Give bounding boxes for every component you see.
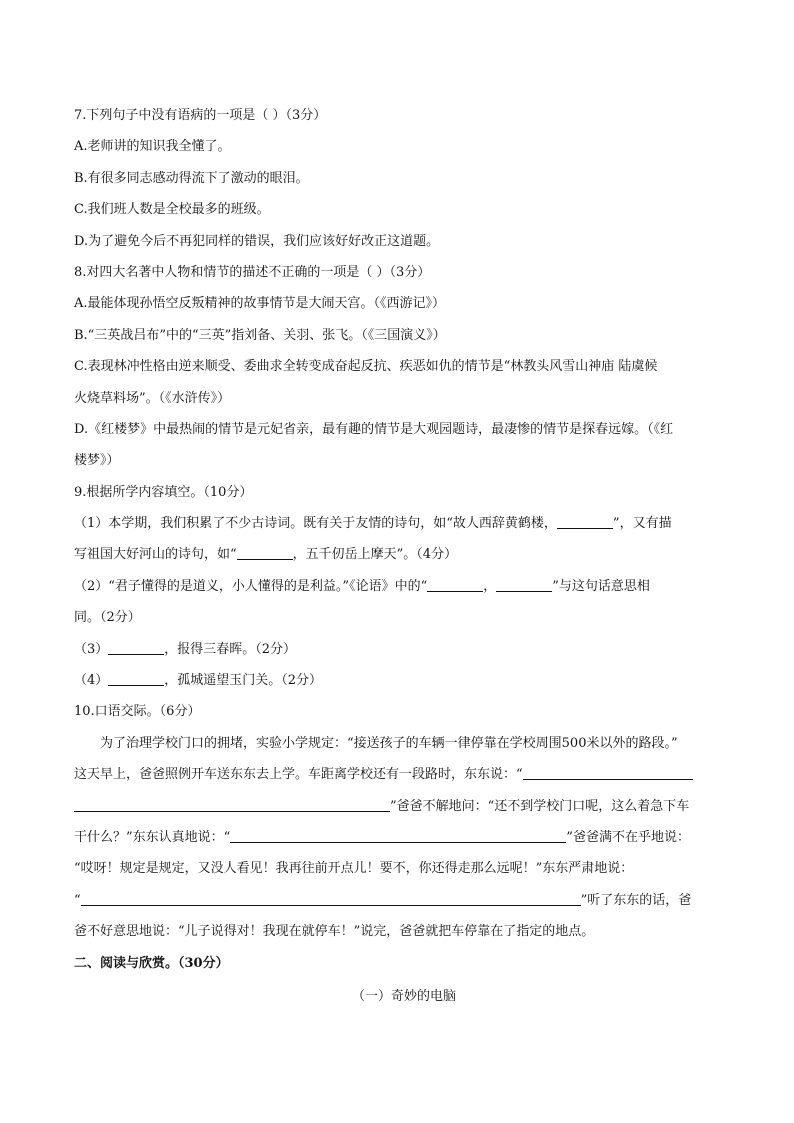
q7-stem: 7.下列句子中没有语病的一项是（ ）（3分） [74,108,327,123]
q8-option-c-line2: 火烧草料场”。（《水浒传》） [74,390,231,406]
q9-part1-text-a: （1）本学期，我们积累了不少古诗词。既有关于友情的诗句，如“故人西辞黄鹤楼， [74,516,557,532]
q9-part2-text-c: ”与这句话意思相 [552,578,650,594]
fill-blank[interactable] [237,545,293,560]
q10-text-l6b: ”听了东东的话，爸 [580,892,692,908]
q7-option-b: B.有很多同志感动得流下了激动的眼泪。 [74,170,309,186]
q9-part1-text-c: 写祖国大好河山的诗句，如“ [74,547,237,563]
q10-para-line6 [74,885,734,916]
fill-blank[interactable] [108,671,164,686]
q9-part2-text-a: （2）“君子懂得的是道义，小人懂得的是利益。”《论语》中的“ [74,578,428,594]
q9-part1-line1 [74,508,734,539]
q10-para-line3 [74,791,734,822]
q9-part4-text-a: （4） [74,673,109,689]
q10-stem: 10.口语交际。（6分） [74,704,201,720]
q8-option-a: A.最能体现孙悟空反叛精神的故事情节是大闹天宫。（《西游记》） [74,296,446,312]
q10-para-line1: 为了治理学校门口的拥堵，实验小学规定：“接送孩子的车辆一律停靠在学校周围500米以外的路段。” [100,735,678,751]
q10-text-l4b: ”爸爸满不在乎地说： [566,829,690,845]
q10-text-l4a: 干什么？”东东认真地说：“ [74,829,231,845]
q8-option-c-line1: C.表现林冲性格由逆来顺受、委曲求全转变成奋起反抗、疾恶如仇的情节是“林教头风雪山神庙 陆虞候 [74,359,658,375]
q8-option-b: B.“三英战吕布”中的“三英”指刘备、关羽、张飞。（《三国演义》） [74,327,446,343]
fill-blank[interactable] [557,514,613,529]
q10-para-line2 [74,759,734,790]
q9-part3-text-b: ，报得三春晖。（2分） [164,641,297,657]
q7-option-c: C.我们班人数是全校最多的班级。 [74,202,270,218]
q9-part2-line2: 同。（2分） [74,610,141,626]
fill-blank[interactable] [427,577,483,592]
q9-part1-text-d: ，五千仞岳上摩天”。（4分） [292,547,458,563]
q9-stem: 9.根据所学内容填空。（10分） [74,484,253,500]
fill-blank[interactable] [108,640,164,655]
fill-blank[interactable] [81,891,581,906]
q9-part3 [74,634,734,665]
q9-part1-text-b: ”，又有描 [612,516,672,532]
fill-blank[interactable] [230,828,566,843]
section2-heading: 二、阅读与欣赏。（30分） [74,955,229,971]
fill-blank[interactable] [496,577,552,592]
q9-part1-line2 [74,539,734,570]
q10-para-line7: 爸不好意思地说：“儿子说得对！我现在就停车！”说完，爸爸就把车停靠在了指定的地点。 [74,924,595,940]
q8-option-d-line2: 楼梦》） [74,453,120,469]
q9-part3-text-a: （3） [74,641,109,657]
q9-part4 [74,665,734,696]
q8-option-d-line1: D.《红楼梦》中最热闹的情节是元妃省亲，最有趣的情节是大观园题诗，最凄惨的情节是探春远嫁。（《红 [74,421,674,437]
q9-part2-text-b: ， [483,578,497,594]
q7-option-d: D.为了避免今后不再犯同样的错误，我们应该好好改正这道题。 [74,233,440,249]
q7-option-a: A.老师讲的知识我全懂了。 [74,139,231,155]
q10-para-line5: “哎呀！规定是规定，又没人看见！我再往前开点儿！要不，你还得走那么远呢！”东东严肃地说： [74,861,634,877]
q10-text-l3: ”爸爸不解地问：“还不到学校门口呢，这么着急下车 [390,798,690,814]
q10-text-l6a: “ [74,892,81,908]
q8-stem: 8.对四大名著中人物和情节的描述不正确的一项是（ ）（3分） [74,264,431,280]
q9-part4-text-b: ，孤城遥望玉门关。（2分） [164,673,323,689]
section2-subheading: （一）奇妙的电脑 [351,988,456,1004]
fill-blank[interactable] [523,765,693,780]
fill-blank[interactable] [74,797,390,812]
exam-page [74,100,734,1012]
q10-text-l2: 这天早上，爸爸照例开车送东东去上学。车距离学校还有一段路时，东东说：“ [74,767,523,783]
q10-para-line4 [74,822,734,853]
q9-part2-line1 [74,571,734,602]
